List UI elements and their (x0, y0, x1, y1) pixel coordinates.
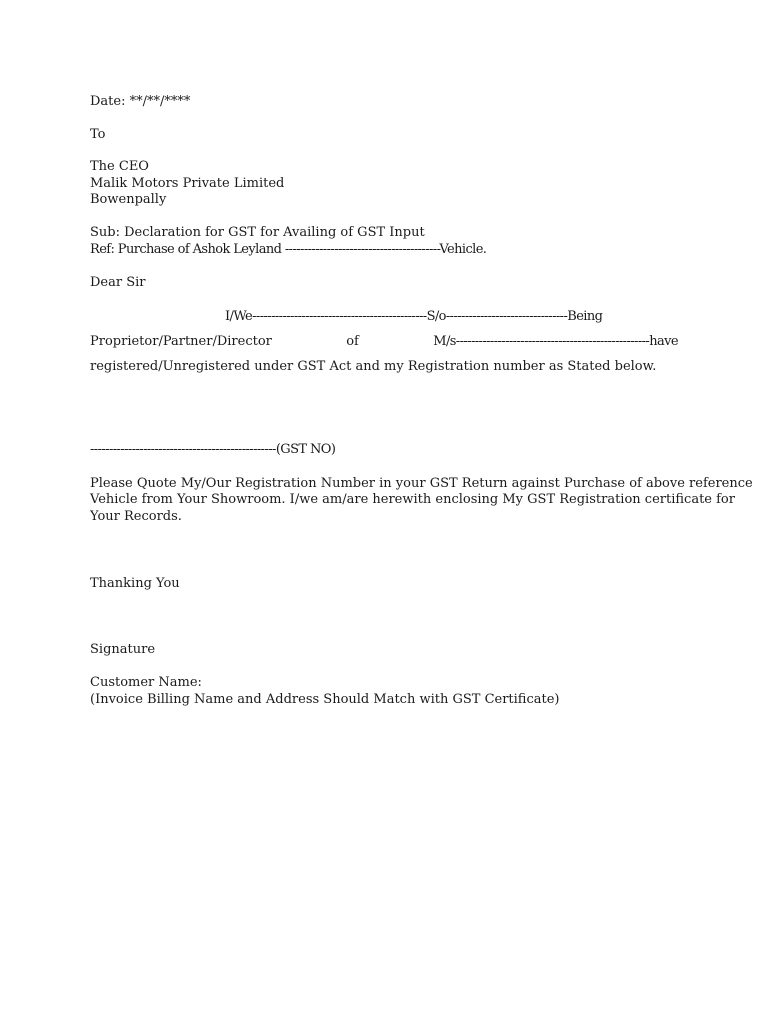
recipient-location: Bowenpally (90, 192, 167, 207)
date-line: Date: **/**/**** (90, 94, 191, 109)
gst-number-line: -------------------------------------------------(GST NO) (90, 442, 336, 457)
subject-line: Sub: Declaration for GST for Availing of GST Input (90, 225, 425, 240)
salutation: Dear Sir (90, 275, 146, 290)
body-line-2: Vehicle from Your Showroom. I/we am/are herewith enclosing My GST Registration certificate for (90, 492, 735, 507)
declaration-of: of (346, 334, 359, 349)
declaration-role: Proprietor/Partner/Director (90, 334, 272, 349)
declaration-line-2 (90, 333, 678, 350)
declaration-line-1: I/We----------------------------------------------S/o--------------------------------Being (225, 309, 603, 324)
to-line: To (90, 127, 106, 142)
recipient-company: Malik Motors Private Limited (90, 176, 285, 191)
signature-label: Signature (90, 642, 156, 657)
body-line-1: Please Quote My/Our Registration Number in your GST Return against Purchase of above reference (90, 476, 753, 491)
recipient-title: The CEO (90, 159, 149, 174)
closing-line: Thanking You (90, 576, 180, 591)
body-line-3: Your Records. (90, 509, 182, 524)
declaration-firm: M/s---------------------------------------------------have (433, 334, 678, 349)
customer-name-label: Customer Name: (90, 675, 202, 690)
reference-line: Ref: Purchase of Ashok Leyland -----------------------------------------Vehicle. (90, 242, 487, 257)
declaration-line-3: registered/Unregistered under GST Act and my Registration number as Stated below. (90, 359, 657, 374)
billing-note: (Invoice Billing Name and Address Should Match with GST Certificate) (90, 692, 560, 707)
